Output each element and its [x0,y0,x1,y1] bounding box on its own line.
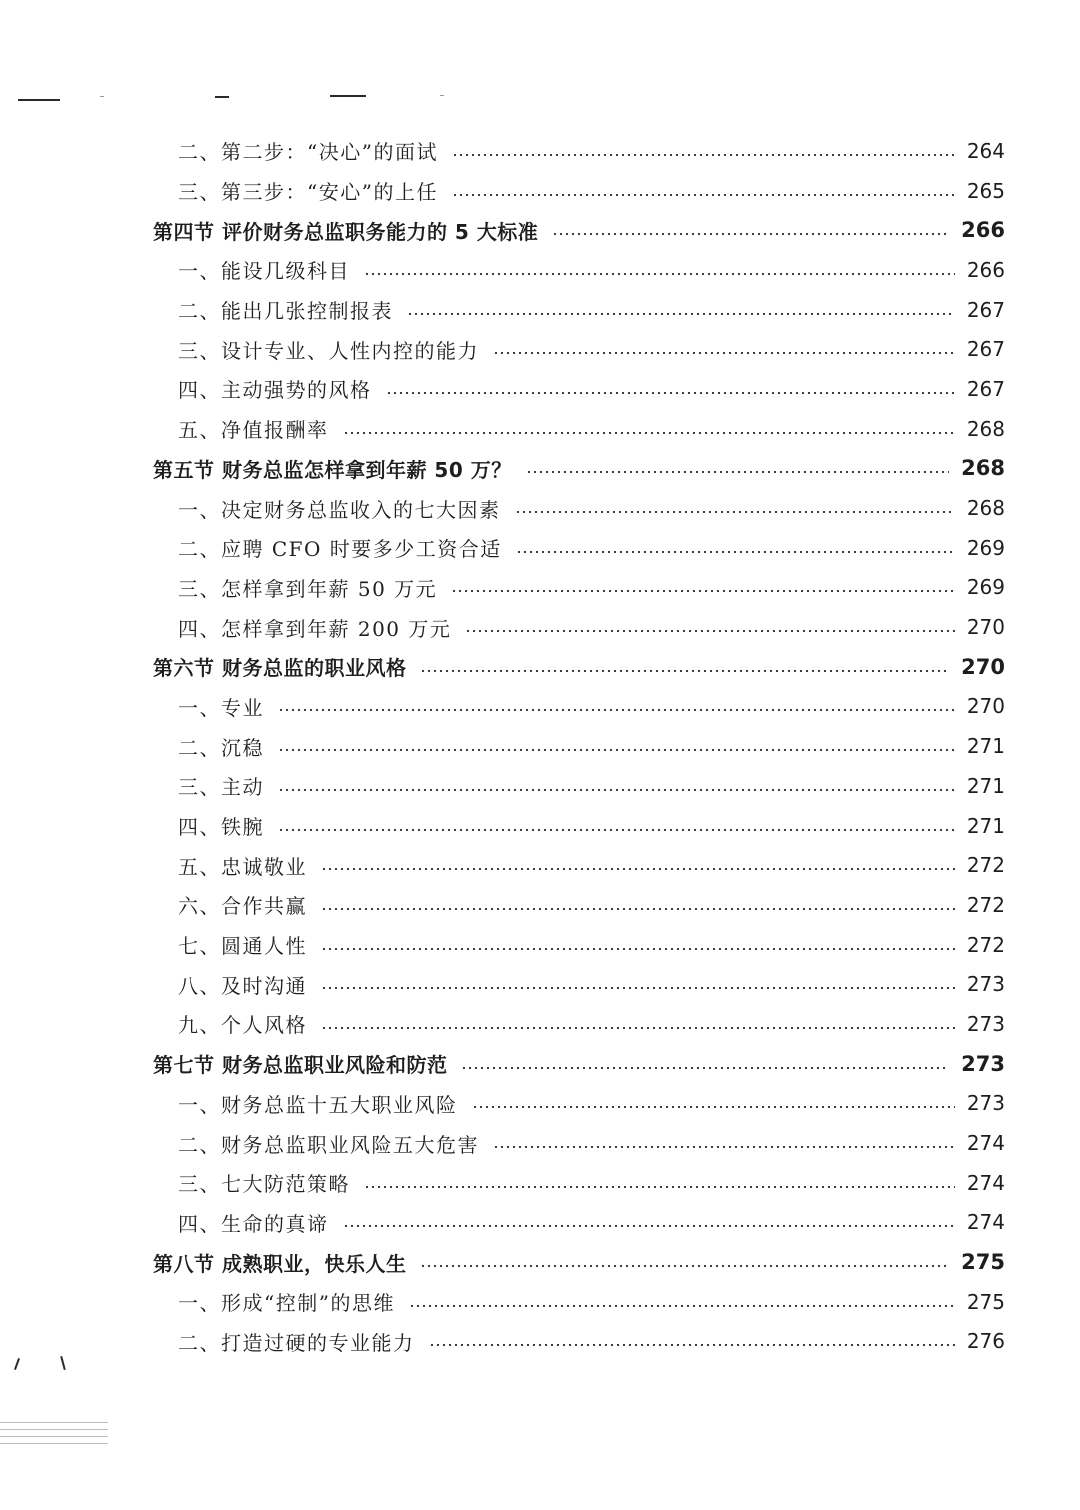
toc-entry-label: 一、形成“控制”的思维 [178,1291,395,1316]
toc-entry-label: 二、财务总监职业风险五大危害 [178,1132,479,1157]
toc-page-number: 270 [961,654,1005,679]
toc-page-number: 274 [966,1210,1005,1235]
toc-page-number: 267 [966,376,1005,401]
toc-page-number: 276 [966,1329,1005,1354]
toc-entry-label: 第八节 成熟职业，快乐人生 [153,1251,407,1276]
dot-leader [465,630,954,632]
toc-entry-label: 四、怎样拿到年薪 200 万元 [178,616,452,641]
toc-entry-row [153,171,1005,211]
toc-entry-label: 二、打造过硬的专业能力 [178,1330,415,1355]
dot-leader [407,313,955,315]
toc-section-row [153,449,1005,489]
dot-leader [452,154,955,156]
toc-page-number: 272 [966,932,1005,957]
dot-leader [409,1305,955,1307]
toc-entry-label: 九、个人风格 [178,1013,307,1038]
dot-leader [493,1146,955,1148]
toc-page-number: 271 [966,773,1005,798]
scan-artifact-mark [60,1356,66,1370]
toc-entry-label: 三、怎样拿到年薪 50 万元 [178,576,438,601]
toc-entry-row [153,290,1005,330]
toc-page-number: 274 [966,1170,1005,1195]
dot-leader [364,273,955,275]
dot-leader [278,709,955,711]
dot-leader [321,868,955,870]
table-of-contents [153,131,1005,1361]
dot-leader [343,432,955,434]
toc-page-number: 275 [966,1289,1005,1314]
toc-entry-label: 一、专业 [178,695,264,720]
dot-leader [552,233,949,235]
toc-page-number: 266 [961,218,1005,243]
toc-page-number: 273 [966,1091,1005,1116]
toc-entry-row [153,369,1005,409]
toc-page-number: 272 [966,853,1005,878]
dot-leader [321,987,955,989]
dot-leader [420,670,949,672]
toc-entry-label: 第六节 财务总监的职业风格 [153,656,407,681]
toc-entry-label: 三、七大防范策略 [178,1172,350,1197]
dot-leader [321,908,955,910]
dot-leader [278,829,955,831]
toc-entry-row [153,1123,1005,1163]
toc-page-number: 268 [966,416,1005,441]
toc-section-row [153,647,1005,687]
toc-entry-label: 第四节 评价财务总监职务能力的 5 大标准 [153,219,539,244]
dot-leader [278,789,955,791]
dot-leader [493,352,955,354]
toc-page-number: 270 [966,615,1005,640]
dot-leader [472,1106,955,1108]
toc-entry-label: 四、生命的真谛 [178,1211,329,1236]
toc-entry-label: 一、决定财务总监收入的七大因素 [178,497,501,522]
scan-artifact-line [440,95,444,96]
toc-entry-label: 第七节 财务总监职业风险和防范 [153,1053,448,1078]
toc-entry-row [153,885,1005,925]
dot-leader [321,1027,955,1029]
toc-page-number: 270 [966,694,1005,719]
toc-page-number: 275 [961,1250,1005,1275]
toc-entry-row [153,568,1005,608]
toc-page-number: 266 [966,257,1005,282]
toc-entry-label: 二、第二步：“决心”的面试 [178,140,438,165]
dot-leader [321,948,955,950]
scan-artifact-footer [0,1420,110,1450]
toc-entry-label: 四、铁腕 [178,815,264,840]
toc-entry-row [153,964,1005,1004]
toc-page-number: 268 [961,456,1005,481]
toc-page-number: 269 [966,535,1005,560]
toc-page-number: 274 [966,1131,1005,1156]
toc-entry-row [153,329,1005,369]
dot-leader [386,392,955,394]
toc-entry-row [153,607,1005,647]
dot-leader [515,511,955,513]
toc-entry-row [153,726,1005,766]
toc-entry-label: 五、忠诚敬业 [178,854,307,879]
toc-entry-row [153,845,1005,885]
toc-entry-row [153,766,1005,806]
toc-entry-row [153,1322,1005,1362]
toc-entry-label: 一、财务总监十五大职业风险 [178,1092,458,1117]
dot-leader [429,1344,955,1346]
scan-artifact-line [100,96,104,97]
toc-page-number: 269 [966,575,1005,600]
toc-page-number: 273 [966,972,1005,997]
toc-entry-label: 一、能设几级科目 [178,259,350,284]
toc-page-number: 271 [966,734,1005,759]
toc-entry-row [153,925,1005,965]
toc-entry-row [153,806,1005,846]
scan-artifact-mark [14,1358,20,1370]
dot-leader [516,551,955,553]
toc-entry-row [153,250,1005,290]
dot-leader [278,749,955,751]
toc-section-row [153,1242,1005,1282]
toc-section-row [153,210,1005,250]
toc-entry-row [153,1163,1005,1203]
toc-entry-row [153,528,1005,568]
toc-entry-label: 七、圆通人性 [178,934,307,959]
scan-artifact-line [18,99,60,101]
toc-entry-row [153,409,1005,449]
toc-entry-label: 六、合作共赢 [178,894,307,919]
toc-page-number: 272 [966,892,1005,917]
toc-entry-row [153,687,1005,727]
toc-page-number: 267 [966,297,1005,322]
dot-leader [343,1225,955,1227]
dot-leader [452,194,955,196]
toc-entry-row [153,1203,1005,1243]
toc-entry-label: 二、能出几张控制报表 [178,299,393,324]
toc-page-number: 268 [966,496,1005,521]
toc-entry-label: 第五节 财务总监怎样拿到年薪 50 万？ [153,457,512,482]
dot-leader [461,1067,949,1069]
toc-section-row [153,1044,1005,1084]
dot-leader [420,1265,949,1267]
toc-entry-row [153,1084,1005,1124]
toc-entry-row [153,1004,1005,1044]
scan-artifact-line [330,95,366,97]
toc-page-number: 265 [966,178,1005,203]
toc-entry-label: 八、及时沟通 [178,973,307,998]
toc-page-number: 273 [961,1051,1005,1076]
toc-page-number: 264 [966,138,1005,163]
toc-page-number: 267 [966,337,1005,362]
toc-page-number: 273 [966,1011,1005,1036]
dot-leader [451,590,955,592]
toc-entry-label: 二、沉稳 [178,735,264,760]
toc-entry-label: 二、应聘 CFO 时要多少工资合适 [178,537,502,562]
toc-entry-label: 五、净值报酬率 [178,418,329,443]
toc-entry-label: 三、第三步：“安心”的上任 [178,180,438,205]
dot-leader [526,471,949,473]
toc-entry-row [153,1282,1005,1322]
scan-artifact-line [215,96,229,98]
toc-entry-label: 四、主动强势的风格 [178,378,372,403]
toc-page-number: 271 [966,813,1005,838]
toc-entry-label: 三、主动 [178,775,264,800]
toc-entry-row [153,131,1005,171]
dot-leader [364,1186,955,1188]
toc-entry-row [153,488,1005,528]
toc-entry-label: 三、设计专业、人性内控的能力 [178,338,479,363]
